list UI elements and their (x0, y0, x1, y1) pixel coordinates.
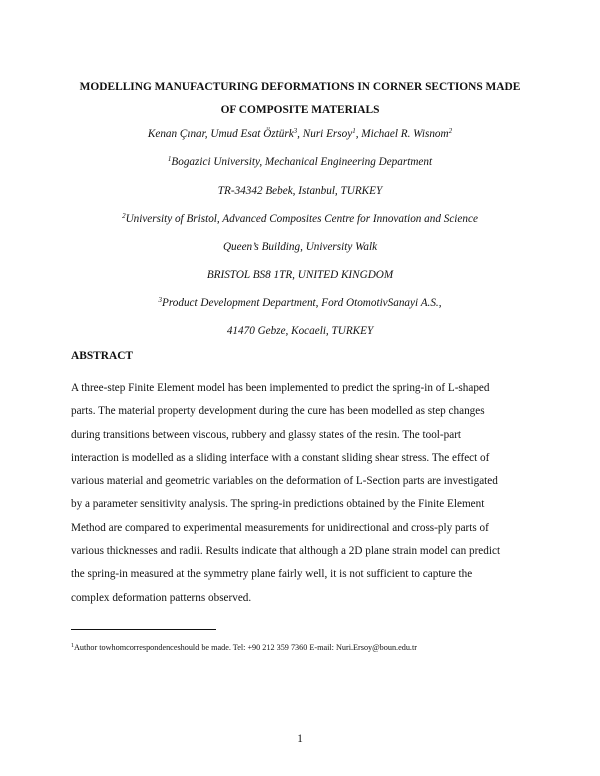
abstract-line: A three-step Finite Element model has been implemented to predict the spring-in of L-shaped (71, 382, 490, 394)
abstract-line: various thicknesses and radii. Results indicate that although a 2D plane strain model can predict (71, 545, 501, 558)
affiliation-1-line-1: $^1$Bogazici University, Mechanical Engineering Department (167, 155, 433, 168)
abstract-line: by a parameter sensitivity analysis. The spring-in predictions obtained by the Finite Element (71, 498, 485, 511)
affiliation-1-line-2: TR-34342 Bebek, Istanbul, TURKEY (217, 185, 383, 197)
author-name: Nuri Ersoy (302, 128, 353, 140)
author-affiliation-marker: 3 (293, 127, 298, 135)
abstract-line: the spring-in measured at the symmetry plane fairly well, it is not sufficient to capture the (71, 568, 473, 581)
abstract-line: parts. The material property development during the cure has been modelled as step changes (71, 405, 485, 418)
footnote-divider (71, 629, 216, 630)
abstract-heading: ABSTRACT (71, 350, 134, 362)
footnote-text: Author towhomcorrespondenceshould be made. Tel: +90 212 359 7360 E-mail: Nuri.Ersoy@boun.edu.tr (74, 643, 417, 652)
affiliation-marker: 2 (122, 212, 126, 220)
abstract-body (71, 377, 541, 610)
affiliation-3-line-1: $^3$Product Development Department, Ford OtomotivSanayi A.S., (158, 296, 442, 309)
page-number: 1 (297, 733, 303, 745)
affiliation-2-line-2: Queen’s Building, University Walk (222, 241, 378, 253)
abstract-line: Method are compared to experimental measurements for unidirectional and cross-ply parts of (71, 521, 489, 534)
author-affiliation-marker: 2 (448, 127, 453, 135)
footnote-marker: 1 (71, 643, 74, 649)
author-list: Kenan Çınar, Umud Esat Öztürk$^3$, Nuri Ersoy$^1$, Michael R. Wisnom$^2$ (147, 127, 453, 140)
title-line-1: MODELLING MANUFACTURING DEFORMATIONS IN CORNER SECTIONS MADE (79, 81, 521, 93)
title-line-2: OF COMPOSITE MATERIALS (220, 104, 380, 116)
author-affiliation-marker: 1 (352, 127, 356, 135)
author-name: Umud Esat Öztürk (210, 128, 294, 140)
affiliation-marker: 3 (158, 296, 162, 304)
abstract-line: interaction is modelled as a sliding interface with a constant sliding shear stress. The effect of (71, 451, 490, 464)
affiliation-3-line-2: 41470 Gebze, Kocaeli, TURKEY (226, 325, 374, 337)
abstract-line: complex deformation patterns observed. (71, 591, 252, 604)
abstract-line: various material and geometric variables on the deformation of L-Section parts are investigated (71, 475, 498, 488)
affiliation-2-line-3: BRISTOL BS8 1TR, UNITED KINGDOM (206, 269, 394, 281)
paper-title (40, 76, 560, 122)
abstract-line: during transitions between viscous, rubbery and glassy states of the resin. The tool-part (71, 428, 462, 441)
author-name: Michael R. Wisnom (361, 128, 449, 140)
affiliation-marker: 1 (167, 155, 172, 163)
footnote (71, 642, 417, 653)
affiliation-2-line-1: $^2$University of Bristol, Advanced Composites Centre for Innovation and Science (122, 212, 478, 225)
author-name: Kenan Çınar (147, 128, 205, 140)
